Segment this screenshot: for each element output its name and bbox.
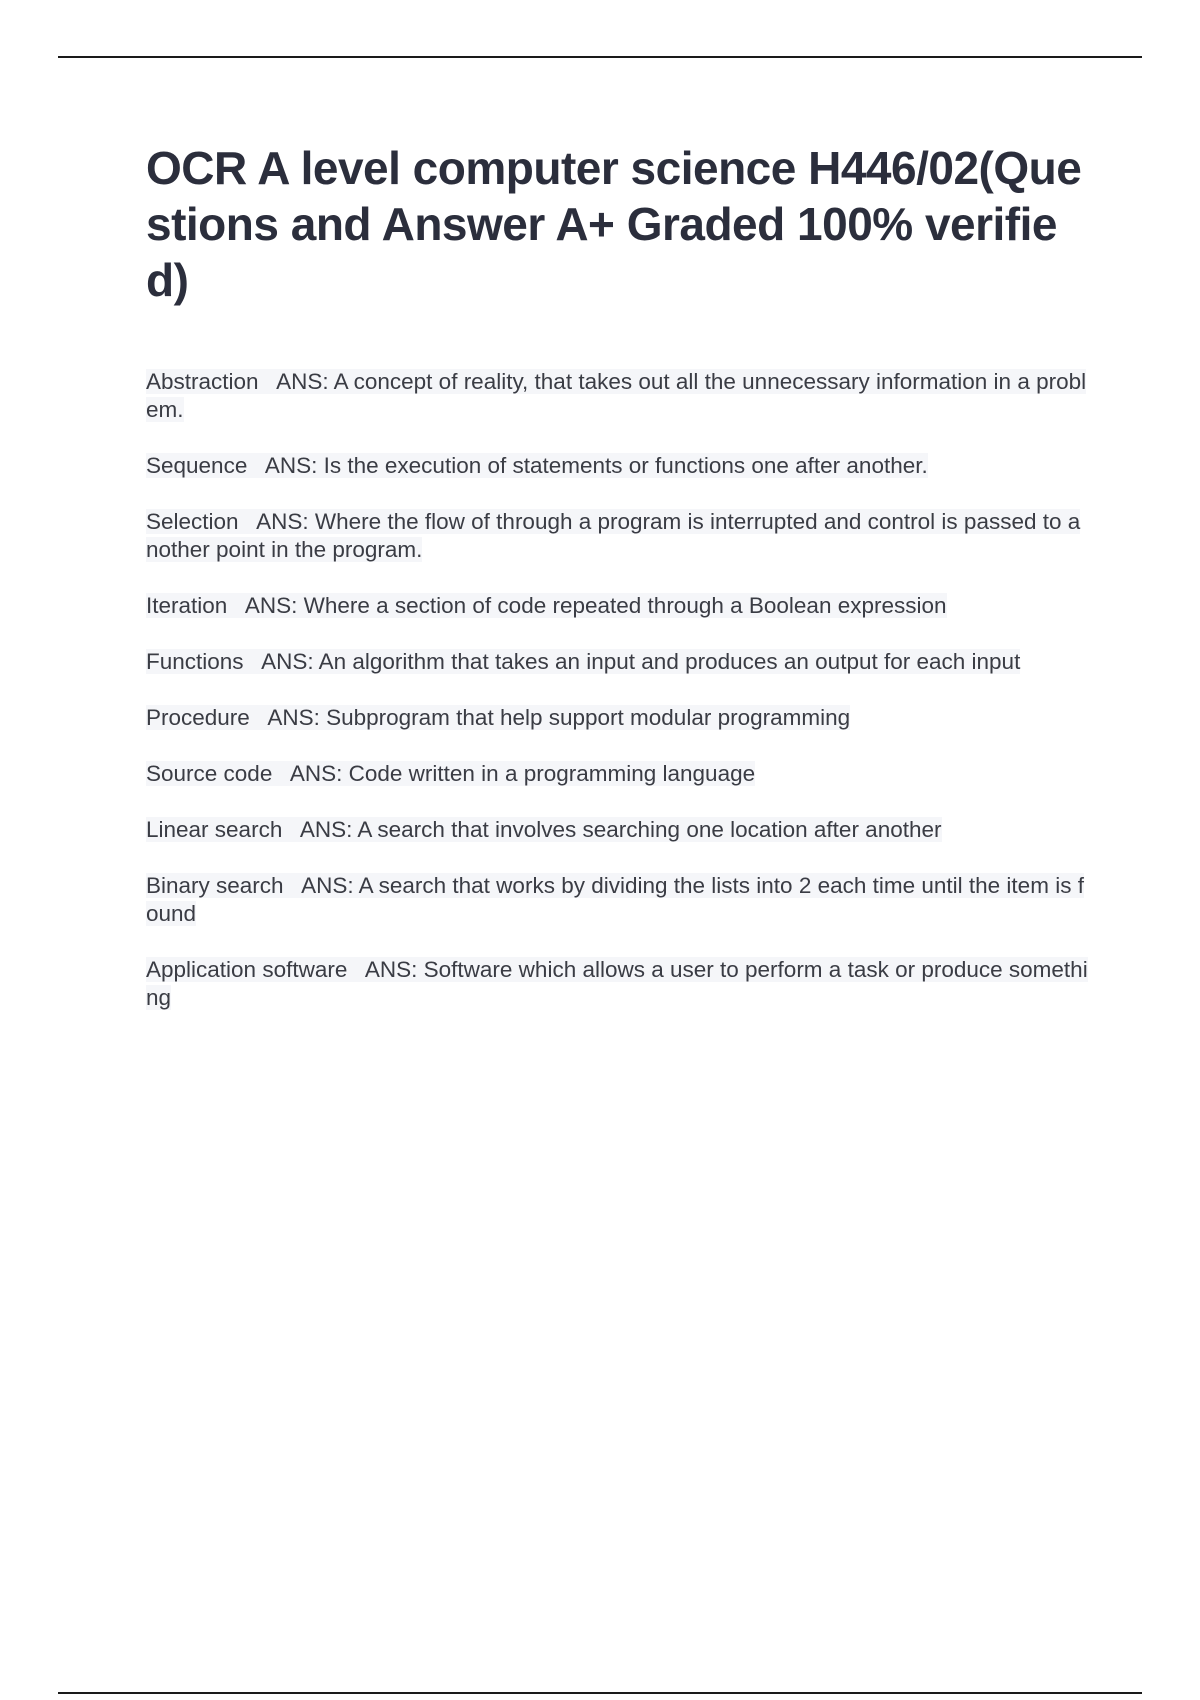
qa-answer: ANS: Subprogram that help support modular programming <box>267 705 851 730</box>
qa-term: Source code <box>146 761 273 786</box>
qa-answer: ANS: Where the flow of through a program is interrupted and control is passed to another point in the program. <box>146 509 1081 562</box>
qa-answer: ANS: Where a section of code repeated through a Boolean expression <box>244 593 947 618</box>
qa-list <box>146 368 1092 1012</box>
qa-item-abstraction <box>146 368 1092 424</box>
qa-answer: ANS: Code written in a programming language <box>289 761 756 786</box>
qa-term: Binary search <box>146 873 284 898</box>
qa-answer: ANS: A search that involves searching one location after another <box>299 817 942 842</box>
qa-item-source-code <box>146 760 1092 788</box>
qa-item-procedure <box>146 704 1092 732</box>
qa-term: Application software <box>146 957 348 982</box>
qa-term: Procedure <box>146 705 250 730</box>
qa-answer: ANS: A search that works by dividing the lists into 2 each time until the item is found <box>146 873 1084 926</box>
qa-answer: ANS: Software which allows a user to perform a task or produce something <box>146 957 1088 1010</box>
qa-term: Functions <box>146 649 244 674</box>
qa-answer: ANS: A concept of reality, that takes out all the unnecessary information in a problem. <box>146 369 1087 422</box>
qa-term: Selection <box>146 509 239 534</box>
qa-item-binary-search <box>146 872 1092 928</box>
document-body <box>146 140 1092 1040</box>
qa-item-application-software <box>146 956 1092 1012</box>
qa-item-selection <box>146 508 1092 564</box>
top-divider <box>58 56 1142 58</box>
bottom-divider <box>58 1692 1142 1694</box>
qa-item-linear-search <box>146 816 1092 844</box>
qa-term: Sequence <box>146 453 248 478</box>
qa-answer: ANS: Is the execution of statements or functions one after another. <box>264 453 928 478</box>
document-title: OCR A level computer science H446/02(Questions and Answer A+ Graded 100% verified) <box>146 142 1082 306</box>
qa-item-functions <box>146 648 1092 676</box>
qa-item-iteration <box>146 592 1092 620</box>
qa-answer: ANS: An algorithm that takes an input and produces an output for each input <box>261 649 1021 674</box>
qa-term: Linear search <box>146 817 283 842</box>
qa-term: Iteration <box>146 593 228 618</box>
qa-item-sequence <box>146 452 1092 480</box>
qa-term: Abstraction <box>146 369 259 394</box>
